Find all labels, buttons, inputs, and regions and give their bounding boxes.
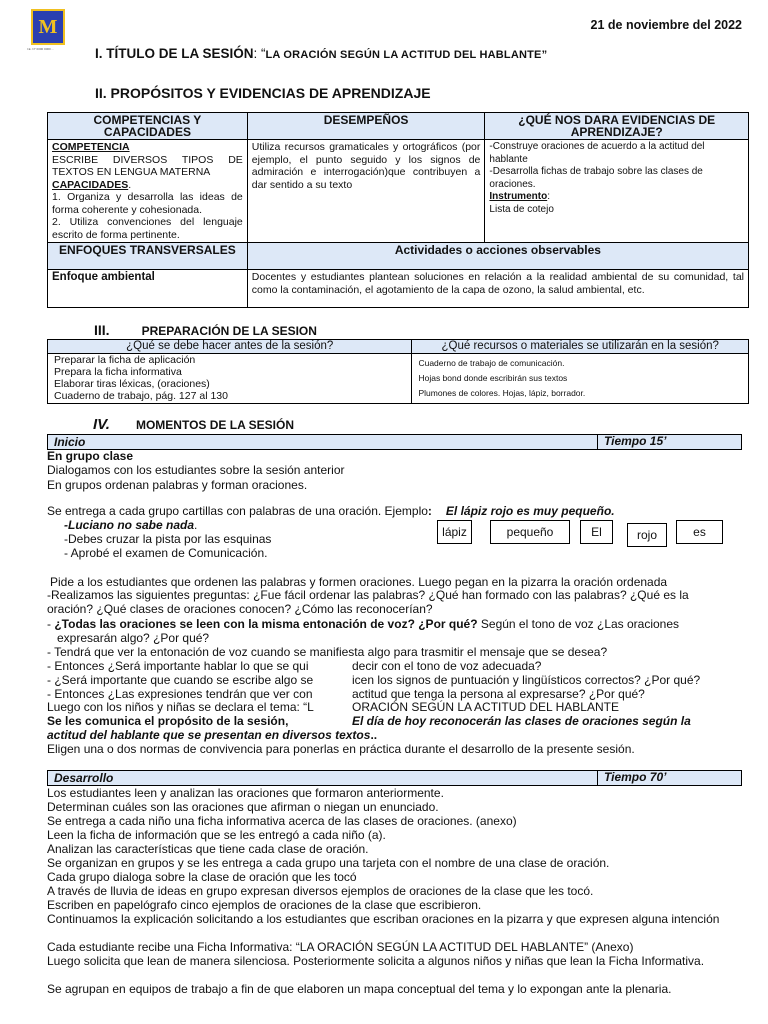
proposito-cont: actitud del hablante que se presentan en diversos textos [47, 728, 371, 742]
section-4-number: IV. [93, 416, 110, 433]
desarrollo-label: Desarrollo [54, 771, 114, 785]
instrumento-text: Lista de cotejo [489, 203, 554, 215]
prep-before-list [48, 354, 412, 404]
section-2-heading: II. PROPÓSITOS Y EVIDENCIAS DE APRENDIZAJE [95, 85, 431, 101]
inicio-line: Dialogamos con los estudiantes sobre la sesión anterior [47, 463, 345, 477]
capacidad-1: 1. Organiza y desarrolla las ideas de forma coherente y cohesionada. [52, 191, 243, 216]
desarrollo-line: Escriben en papelógrafo cinco ejemplos de oraciones de la clase que escribieron. [47, 898, 482, 912]
desarrollo-line: Continuamos la explicación solicitando a los estudiantes que escriban oraciones en la pizarra y que expresen alguna intención [47, 912, 720, 926]
evidencia-2: -Desarrolla fichas de trabajo sobre las clases de oraciones. [489, 166, 703, 190]
inicio-line: ORACIÓN SEGÚN LA ACTITUD DEL HABLANTE [352, 700, 619, 714]
title-prefix: I. TÍTULO DE LA SESIÓN [95, 46, 254, 61]
desarrollo-line: A través de lluvia de ideas en grupo expresan diversos ejemplos de oraciones de la clase que les tocó. [47, 884, 594, 898]
enfoque-name: Enfoque ambiental [48, 270, 248, 308]
question-bold: ¿Todas las oraciones se leen con la misma entonación de voz? ¿Por qué? [54, 617, 478, 631]
desarrollo-bar [47, 770, 742, 786]
inicio-line: Luego con los niños y niñas se declara el tema: “L [47, 700, 314, 714]
inicio-line [47, 617, 679, 631]
resource-item: Hojas bond donde escribirán sus textos [418, 373, 568, 383]
inicio-line: - Tendrá que ver la entonación de voz cuando se manifiesta algo para trasmitir el mensaje que se desea? [47, 645, 608, 659]
title-colon: : “ [253, 46, 266, 61]
inicio-line: -Debes cruzar la pista por las esquinas [64, 532, 272, 546]
desarrollo-line: Leen la ficha de información que se les entregó a cada niño (a). [47, 828, 386, 842]
inicio-line [47, 728, 377, 742]
inicio-line: En grupo clase [47, 449, 134, 463]
prep-header-resources: ¿Qué recursos o materiales se utilizarán en la sesión? [412, 340, 749, 354]
capacidad-2: 2. Utiliza convenciones del lenguaje escrito de forma pertinente. [52, 216, 243, 241]
inicio-line: decir con el tono de voz adecuada? [352, 659, 542, 673]
header-enfoques: ENFOQUES TRANSVERSALES [48, 243, 248, 270]
enfoque-description: Docentes y estudiantes plantean soluciones en relación a la realidad ambiental de su comunidad, tal como la contaminación, el agotamiento de la capa de ozono, la salud ambiental, etc. [247, 270, 748, 308]
competencies-table [47, 112, 749, 308]
inicio-time: Tiempo 15’ [597, 434, 666, 450]
example-sentence: El lápiz rojo es muy pequeño. [445, 504, 615, 518]
inicio-label: Inicio [54, 435, 86, 449]
example-1-dot: . [194, 518, 198, 532]
inicio-line: expresarán algo? ¿Por qué? [57, 631, 210, 645]
example-1: -Luciano no sabe nada [64, 518, 195, 532]
prep-item: Cuaderno de trabajo, pág. 127 al 130 [54, 390, 228, 402]
word-card: es [676, 520, 723, 544]
inicio-text: Se entrega a cada grupo cartillas con palabras de una oración. Ejemplo [47, 504, 428, 518]
inicio-line: icen los signos de puntuación y lingüísticos correctos? ¿Por qué? [352, 673, 701, 687]
section-3-number: III. [94, 322, 110, 338]
desarrollo-line: Se organizan en grupos y se les entrega a cada grupo una tarjeta con el nombre de una clase de oración. [47, 856, 610, 870]
inicio-colon: : [427, 504, 432, 518]
instrumento-colon: : [547, 191, 550, 202]
prep-header-before: ¿Qué se debe hacer antes de la sesión? [48, 340, 412, 354]
desarrollo-line: Cada estudiante recibe una Ficha Informativa: “LA ORACIÓN SEGÚN LA ACTITUD DEL HABLANTE” (Anexo) [47, 940, 634, 954]
instrumento-label: Instrumento [489, 191, 548, 202]
inicio-line: - Aprobé el examen de Comunicación. [64, 546, 268, 560]
dash: - [47, 617, 55, 631]
col-header-competencias: COMPETENCIAS Y CAPACIDADES [48, 113, 248, 140]
desarrollo-line: Determinan cuáles son las oraciones que afirman o niegan un enunciado. [47, 800, 439, 814]
inicio-line: actitud que tenga la persona al expresarse? ¿Por qué? [352, 687, 645, 701]
col-header-evidencias: ¿QUÉ NOS DARA EVIDENCIAS DE APRENDIZAJE? [485, 113, 749, 140]
capacidades-colon: . [128, 178, 132, 191]
desarrollo-line: Se agrupan en equipos de trabajo a fin de que elaboren un mapa conceptual del tema y lo expongan ante la plenaria. [47, 982, 672, 996]
cell-evidencias [485, 140, 749, 243]
school-logo [31, 9, 65, 45]
prep-item: Preparar la ficha de aplicación [54, 354, 196, 366]
word-card: pequeño [490, 520, 570, 544]
prep-item: Elaborar tiras léxicas, (oraciones) [54, 378, 210, 390]
section-3-heading [94, 322, 317, 338]
cell-competencias [48, 140, 248, 243]
desempeno-text: Utiliza recursos gramaticales y ortográficos (por ejemplo, el punto seguido y los signos de admiración e interrogación)que contribuyen a dar sentido a su texto [251, 141, 481, 191]
inicio-line: Se les comunica el propósito de la sesión, [47, 714, 289, 728]
desarrollo-line: Luego solicita que lean de manera silenciosa. Posteriormente solicita a algunos niños y niñas que lean la Ficha Informativa. [47, 954, 705, 968]
inicio-bar [47, 434, 742, 450]
proposito-dots: .. [370, 728, 378, 742]
resource-item: Plumones de colores. Hojas, lápiz, borrador. [418, 388, 586, 398]
preparation-table [47, 339, 749, 404]
word-card: rojo [627, 523, 667, 547]
inicio-line: El día de hoy reconocerán las clases de oraciones según la [352, 714, 691, 728]
document-date: 21 de noviembre del 2022 [590, 18, 742, 32]
logo-caption: I.E. N° 0000 0000 ... [27, 47, 55, 51]
resource-item: Cuaderno de trabajo de comunicación. [418, 358, 565, 368]
section-4-heading [93, 416, 294, 433]
desarrollo-line: Los estudiantes leen y analizan las oraciones que formaron anteriormente. [47, 786, 444, 800]
competencia-text: ESCRIBE DIVERSOS TIPOS DE TEXTOS EN LENGUA MATERNA [52, 153, 243, 178]
inicio-line: oración? ¿Qué clases de oraciones conocen? ¿Cómo las reconocerían? [47, 602, 433, 616]
section-3-label: PREPARACIÓN DE LA SESION [141, 324, 317, 338]
inicio-line: - ¿Será importante que cuando se escribe algo se [47, 673, 314, 687]
prep-resources-list [412, 354, 749, 404]
cell-desempenos [247, 140, 485, 243]
section-4-label: MOMENTOS DE LA SESIÓN [135, 418, 294, 432]
inicio-line: -Realizamos las siguientes preguntas: ¿Fue fácil ordenar las palabras? ¿Qué han formado con las palabras? ¿Qué es la [47, 588, 689, 602]
competencia-label: COMPETENCIA [52, 141, 130, 153]
session-title [95, 46, 547, 61]
title-text: LA ORACIÓN SEGÚN LA ACTITUD DEL HABLANTE” [265, 49, 548, 61]
desarrollo-line: Se entrega a cada niño una ficha informativa acerca de las clases de oraciones. (anexo) [47, 814, 517, 828]
inicio-line: Pide a los estudiantes que ordenen las palabras y formen oraciones. Luego pegan en la pizarra la oración ordenada [50, 575, 668, 589]
logo-letter: M [38, 15, 58, 38]
question-rest: Según el tono de voz ¿Las oraciones [477, 617, 680, 631]
desarrollo-line: Analizan las características que tiene cada clase de oración. [47, 842, 369, 856]
inicio-line: - Entonces ¿Las expresiones tendrán que ver con [47, 687, 313, 701]
desarrollo-time: Tiempo 70’ [597, 770, 666, 786]
word-card: El [580, 520, 613, 544]
capacidades-label: CAPACIDADES [52, 178, 129, 191]
col-header-desempenos: DESEMPEÑOS [247, 113, 485, 140]
desarrollo-line: Cada grupo dialoga sobre la clase de oración que les tocó [47, 870, 357, 884]
inicio-line [64, 518, 197, 532]
inicio-line: En grupos ordenan palabras y forman oraciones. [47, 478, 308, 492]
word-card: lápiz [437, 520, 472, 544]
prep-item: Prepara la ficha informativa [54, 366, 182, 378]
header-actividades: Actividades o acciones observables [247, 243, 748, 270]
inicio-line: - Entonces ¿Será importante hablar lo que se qui [47, 659, 309, 673]
inicio-line [47, 504, 615, 518]
inicio-line: Eligen una o dos normas de convivencia para ponerlas en práctica durante el desarrollo de la presente sesión. [47, 742, 635, 756]
evidencia-1: -Construye oraciones de acuerdo a la actitud del hablante [489, 141, 705, 165]
